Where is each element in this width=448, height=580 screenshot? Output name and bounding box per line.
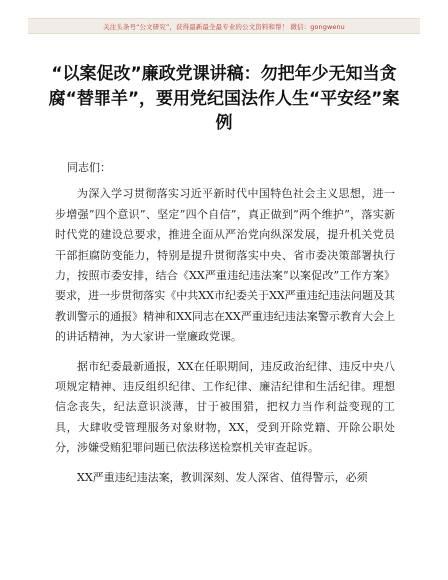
document-title: “以案促改”廉政党课讲稿：勿把年少无知当贪腐“替罪羊”，要用党纪国法作人生“平安经”案例 [48, 64, 400, 133]
promo-banner [28, 18, 420, 34]
paragraph-case-report: 据市纪委最新通报，XX在任职期间，违反政治纪律、违反中央八项规定精神、违反组织纪律、工作纪律、廉洁纪律和生活纪律。理想信念丧失，纪法意识淡薄，甘于被围猎，把权力当作利益变现的工具，大肆收受管理服务对象财物，XX，受到开除党籍、开除公职处分，涉嫌受贿犯罪问题已依法移送检察机关审查起诉。 [55, 359, 395, 455]
promo-banner-text: 关注头条号“公文研究”，获得最新最全最专业的公文资料和帮！ 微信：gongwenu [103, 22, 345, 31]
document-body [55, 158, 395, 497]
paragraph-intro: 为深入学习贯彻落实习近平新时代中国特色社会主义思想，进一步增强”四个意识”、坚定”四个自信”，真正做到”两个维护”，落实新时代党的建设总要求，推进全面从严治党向纵深发展，提升机关党员干部拒腐防变能力，特别是提升贯彻落实中央、省市委决策部署执行力，按照市委安排，结合《XX严重违纪违法案”以案促改”工作方案》要求，进一步贯彻落实《中共XX市纪委关于XX严重违纪违法问题及其教训警示的通报》精神和XX同志在XX严重违纪违法案警示教育大会上的讲话精神，为大家讲一堂廉政党课。 [55, 187, 395, 344]
salutation: 同志们： [67, 161, 111, 174]
paragraph-lesson: XX严重违纪违法案，教训深刻、发人深省、值得警示，必须 [77, 470, 368, 484]
